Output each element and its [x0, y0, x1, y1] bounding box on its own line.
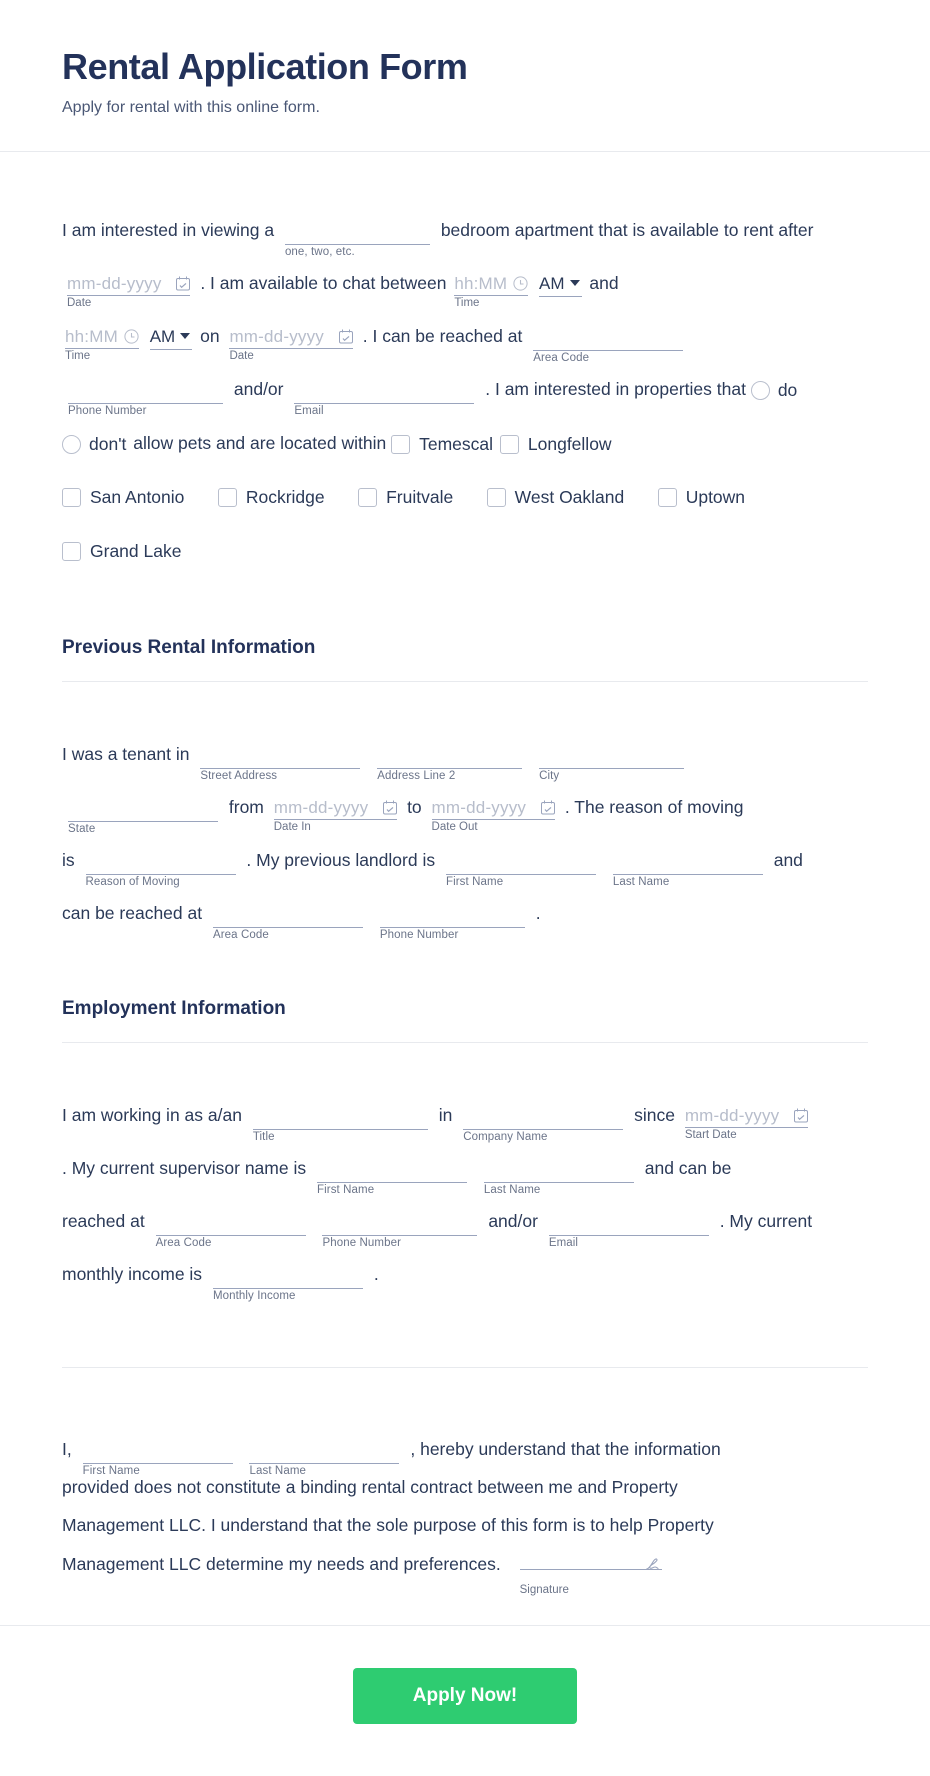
neighborhood-rockridge[interactable]: [218, 471, 325, 525]
applicant-first-name-caption: First Name: [82, 1465, 140, 1478]
prev-text-5: is: [62, 850, 75, 871]
agree-text-5: Management LLC determine my needs and preferences.: [62, 1554, 501, 1575]
intro-text-7: . I can be reached at: [362, 326, 523, 347]
bedrooms-input-field[interactable]: [285, 220, 430, 244]
neighborhood-fruitvale-label: Fruitvale: [386, 487, 454, 508]
landlord-last-name-input-field[interactable]: [613, 850, 763, 874]
signature-pen-icon[interactable]: [645, 1547, 660, 1585]
email-input[interactable]: [294, 378, 474, 418]
applicant-last-name-input[interactable]: [249, 1438, 399, 1478]
supervisor-first-name-input[interactable]: [316, 1157, 467, 1197]
landlord-last-name-caption: Last Name: [612, 876, 670, 889]
agree-text-3: provided does not constitute a binding rental contract between me and Property: [62, 1477, 678, 1498]
email-caption: Email: [294, 405, 324, 418]
emp-text-10: .: [373, 1264, 379, 1285]
pets-radio-dont[interactable]: [62, 418, 126, 471]
intro-text-8: and/or: [233, 379, 284, 400]
page-subtitle: Apply for rental with this online form.: [62, 99, 320, 117]
company-name-input[interactable]: [463, 1104, 623, 1144]
calendar-icon[interactable]: [383, 796, 397, 822]
date-in-input[interactable]: [273, 794, 397, 834]
monthly-income-input-field[interactable]: [213, 1264, 363, 1288]
applicant-last-name-input-field[interactable]: [249, 1439, 399, 1463]
checkbox-icon[interactable]: [658, 488, 677, 507]
pets-radio-do-label: do: [777, 380, 798, 401]
signature-line[interactable]: [520, 1544, 662, 1570]
prev-text-3: to: [407, 797, 422, 818]
reason-of-moving-input-field[interactable]: [86, 850, 236, 874]
intro-text-5: and: [589, 273, 619, 294]
emp-text-9: monthly income is: [62, 1264, 203, 1285]
neighborhood-uptown[interactable]: [658, 471, 745, 525]
applicant-first-name-input-field[interactable]: [83, 1439, 233, 1463]
prev-text-6: . My previous landlord is: [246, 850, 436, 871]
neighborhood-longfellow-label: Longfellow: [527, 434, 612, 455]
supervisor-last-name-input[interactable]: [483, 1157, 634, 1197]
employment-section: [62, 998, 868, 1301]
neighborhood-west-oakland[interactable]: [487, 471, 625, 525]
checkbox-icon[interactable]: [358, 488, 377, 507]
street-address-input-field[interactable]: [200, 744, 360, 768]
chat-date-caption: Date: [229, 350, 254, 363]
area-code-caption: Area Code: [533, 352, 590, 365]
intro-paragraph: [62, 204, 868, 471]
landlord-phone-input[interactable]: [379, 902, 525, 942]
chat-date-input[interactable]: [229, 323, 352, 363]
divider: [62, 1042, 868, 1043]
supervisor-area-code-input-field[interactable]: [156, 1211, 306, 1235]
landlord-phone-caption: Phone Number: [379, 929, 459, 942]
state-input[interactable]: [68, 796, 218, 836]
signature-input[interactable]: [519, 1544, 662, 1597]
intro-text-10: allow pets and are located within: [133, 433, 387, 454]
agreement-paragraph: [62, 1430, 868, 1597]
neighborhood-fruitvale[interactable]: [358, 471, 453, 525]
emp-text-2: in: [438, 1105, 453, 1126]
neighborhood-temescal[interactable]: [391, 418, 493, 471]
supervisor-last-name-input-field[interactable]: [484, 1158, 634, 1182]
area-code-input-field[interactable]: [533, 326, 683, 350]
clock-icon[interactable]: [124, 325, 139, 351]
landlord-first-name-input[interactable]: [445, 849, 596, 889]
radio-icon[interactable]: [62, 435, 81, 454]
supervisor-area-code-input[interactable]: [155, 1210, 306, 1250]
checkbox-icon[interactable]: [487, 488, 506, 507]
checkbox-icon[interactable]: [62, 488, 81, 507]
chat-date-placeholder: mm-dd-yyyy: [229, 327, 324, 347]
landlord-area-code-caption: Area Code: [212, 929, 269, 942]
monthly-income-input[interactable]: [212, 1263, 363, 1303]
neighborhood-grand-lake-label: Grand Lake: [90, 541, 182, 562]
start-date-caption: Start Date: [684, 1129, 737, 1142]
supervisor-email-caption: Email: [548, 1237, 579, 1250]
reason-of-moving-input[interactable]: [85, 849, 236, 889]
page-title: Rental Application Form: [62, 46, 468, 87]
address-line-2-caption: Address Line 2: [377, 770, 456, 783]
state-caption: State: [68, 823, 96, 836]
chat-to-time-placeholder: hh:MM: [65, 327, 118, 347]
calendar-icon[interactable]: [794, 1104, 808, 1130]
chat-to-time-caption: Time: [65, 350, 91, 363]
supervisor-phone-caption: Phone Number: [322, 1237, 402, 1250]
calendar-icon[interactable]: [339, 325, 353, 351]
emp-text-1: I am working in as a/an: [62, 1105, 242, 1126]
form-header: [0, 0, 930, 152]
job-title-input-field[interactable]: [253, 1105, 428, 1129]
chat-from-time-input[interactable]: [454, 270, 528, 310]
reason-of-moving-caption: Reason of Moving: [85, 876, 180, 889]
prev-text-1: I was a tenant in: [62, 744, 190, 765]
supervisor-first-name-caption: First Name: [316, 1184, 375, 1197]
emp-text-3: since: [634, 1105, 675, 1126]
employment-title: Employment Information: [62, 998, 286, 1020]
neighborhood-temescal-label: Temescal: [419, 434, 494, 455]
applicant-last-name-caption: Last Name: [249, 1465, 306, 1478]
agree-text-1: I,: [62, 1439, 72, 1460]
date-in-caption: Date In: [273, 821, 311, 834]
available-date-caption: Date: [67, 297, 92, 310]
radio-icon[interactable]: [751, 381, 770, 400]
area-code-input[interactable]: [533, 325, 683, 365]
bedrooms-input[interactable]: [284, 219, 430, 259]
prev-text-9: .: [535, 903, 541, 924]
signature-caption: Signature: [519, 1584, 569, 1597]
submit-button[interactable]: Apply Now!: [353, 1668, 578, 1724]
previous-rental-section: [62, 637, 868, 940]
prev-text-8: can be reached at: [62, 903, 203, 924]
previous-rental-paragraph: [62, 728, 868, 940]
company-name-caption: Company Name: [463, 1131, 548, 1144]
chat-to-time-input[interactable]: [65, 323, 139, 363]
agree-text-2: , hereby understand that the information: [410, 1439, 721, 1460]
street-address-caption: Street Address: [200, 770, 278, 783]
start-date-placeholder: mm-dd-yyyy: [684, 1106, 780, 1126]
chevron-down-icon: [180, 333, 190, 339]
supervisor-last-name-caption: Last Name: [483, 1184, 541, 1197]
city-caption: City: [539, 770, 560, 783]
address-line-2-input[interactable]: [377, 743, 522, 783]
chat-from-ampm-value: AM: [539, 274, 565, 294]
start-date-input[interactable]: [684, 1102, 808, 1142]
previous-rental-title: Previous Rental Information: [62, 637, 316, 659]
address-line-2-input-field[interactable]: [377, 744, 522, 768]
state-input-field[interactable]: [68, 797, 218, 821]
chat-from-time-caption: Time: [454, 297, 480, 310]
intro-text-6: on: [200, 326, 220, 347]
intro-text-2: bedroom apartment that is available: [440, 220, 720, 241]
employment-paragraph: [62, 1089, 868, 1301]
chat-from-time-placeholder: hh:MM: [454, 274, 508, 294]
chat-to-ampm-select[interactable]: [150, 324, 193, 350]
emp-text-4: . My current supervisor name is: [62, 1158, 307, 1179]
checkbox-icon[interactable]: [62, 542, 81, 561]
neighborhood-uptown-label: Uptown: [685, 487, 746, 508]
clock-icon[interactable]: [513, 272, 528, 298]
form-footer: [0, 1625, 930, 1776]
divider: [62, 681, 868, 682]
emp-text-5: and can be: [644, 1158, 732, 1179]
city-input-field[interactable]: [539, 744, 684, 768]
emp-text-7: and/or: [488, 1211, 538, 1232]
supervisor-area-code-caption: Area Code: [155, 1237, 212, 1250]
date-out-placeholder: mm-dd-yyyy: [431, 798, 527, 818]
pets-radio-dont-label: don't: [89, 434, 127, 455]
emp-text-8: . My current: [719, 1211, 813, 1232]
prev-text-4: . The reason of moving: [564, 797, 744, 818]
street-address-input[interactable]: [200, 743, 360, 783]
intro-text-4: . I am available to chat between: [200, 273, 447, 294]
intro-text-1: I am interested in viewing a: [62, 220, 275, 241]
supervisor-first-name-input-field[interactable]: [317, 1158, 467, 1182]
supervisor-email-input-field[interactable]: [549, 1211, 709, 1235]
phone-input-field[interactable]: [68, 379, 223, 403]
landlord-last-name-input[interactable]: [612, 849, 763, 889]
date-out-input[interactable]: [431, 794, 555, 834]
checkbox-icon[interactable]: [391, 435, 410, 454]
phone-input[interactable]: [68, 378, 223, 418]
bedrooms-caption: one, two, etc.: [284, 246, 355, 259]
city-input[interactable]: [539, 743, 684, 783]
chat-from-ampm-select[interactable]: [539, 271, 582, 297]
calendar-icon[interactable]: [541, 796, 555, 822]
intro-text-9: . I am interested in properties that: [485, 379, 746, 400]
pets-radio-do[interactable]: [751, 364, 797, 417]
applicant-first-name-input[interactable]: [82, 1438, 233, 1478]
prev-text-7: and: [773, 850, 803, 871]
checkbox-icon[interactable]: [500, 435, 519, 454]
monthly-income-caption: Monthly Income: [212, 1290, 296, 1303]
neighborhood-longfellow[interactable]: [500, 418, 612, 471]
landlord-area-code-input[interactable]: [212, 902, 363, 942]
phone-caption: Phone Number: [68, 405, 147, 418]
neighborhood-san-antonio-label: San Antonio: [90, 487, 185, 508]
supervisor-phone-input-field[interactable]: [322, 1211, 477, 1235]
neighborhood-san-antonio[interactable]: [62, 471, 184, 525]
prev-text-2: from: [228, 797, 264, 818]
email-input-field[interactable]: [294, 379, 474, 403]
neighborhood-grand-lake[interactable]: [62, 525, 181, 579]
neighborhood-rockridge-label: Rockridge: [245, 487, 325, 508]
date-out-caption: Date Out: [431, 821, 478, 834]
chat-to-ampm-value: AM: [149, 327, 176, 347]
neighborhood-row-3: [62, 525, 868, 579]
chevron-down-icon: [570, 280, 580, 286]
checkbox-icon[interactable]: [218, 488, 237, 507]
landlord-phone-input-field[interactable]: [380, 903, 525, 927]
date-in-placeholder: mm-dd-yyyy: [273, 798, 369, 818]
landlord-area-code-input-field[interactable]: [213, 903, 363, 927]
intro-text-3: to rent after: [723, 220, 814, 241]
available-date-placeholder: mm-dd-yyyy: [67, 274, 162, 294]
agree-text-4: Management LLC. I understand that the sole purpose of this form is to help Property: [62, 1515, 714, 1536]
calendar-icon[interactable]: [176, 272, 190, 298]
emp-text-6: reached at: [62, 1211, 145, 1232]
divider: [62, 1367, 868, 1368]
company-name-input-field[interactable]: [463, 1105, 623, 1129]
form-body: [0, 152, 930, 1597]
job-title-caption: Title: [252, 1131, 275, 1144]
supervisor-phone-input[interactable]: [322, 1210, 477, 1250]
landlord-first-name-input-field[interactable]: [446, 850, 596, 874]
neighborhood-west-oakland-label: West Oakland: [514, 487, 625, 508]
available-date-input[interactable]: [67, 270, 190, 310]
landlord-first-name-caption: First Name: [445, 876, 504, 889]
job-title-input[interactable]: [252, 1104, 428, 1144]
supervisor-email-input[interactable]: [548, 1210, 709, 1250]
neighborhood-row-2: [62, 471, 868, 525]
